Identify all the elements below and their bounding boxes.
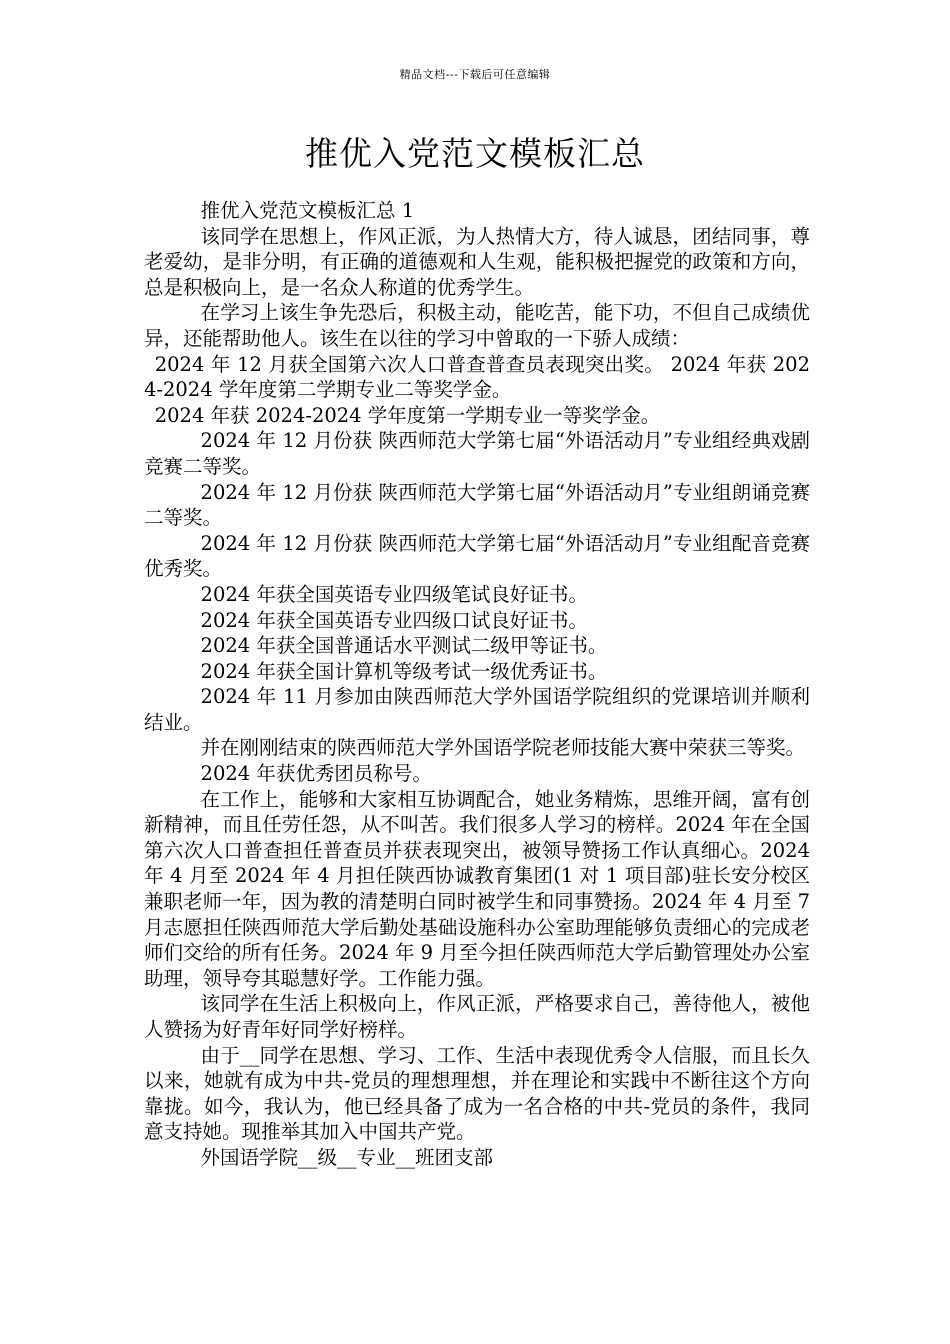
document-title: 推优入党范文模板汇总 [305, 134, 645, 173]
paragraph: 2024 年获 2024-2024 学年度第一学期专业一等奖学金。 [154, 403, 661, 427]
paragraph: 2024 年 11 月参加由陕西师范大学外国语学院组织的党课培训并顺利结业。 [144, 685, 810, 734]
paragraph: 2024 年 12 月获全国第六次人口普查普查员表现突出奖。 2024 年获 2024-2024 学年度第二学期专业二等奖学金。 [144, 352, 810, 402]
header-note: 精品文档---下载后可任意编辑 [399, 68, 551, 81]
paragraph: 推优入党范文模板汇总 1 [200, 199, 415, 222]
document-body [144, 198, 810, 1171]
paragraph: 2024 年 12 月份获 陕西师范大学第七届“外语活动月”专业组朗诵竞赛二等奖。 [144, 480, 810, 530]
paragraph: 2024 年获全国英语专业四级笔试良好证书。 [200, 582, 588, 606]
paragraph: 2024 年获优秀团员称号。 [200, 762, 432, 786]
paragraph: 2024 年获全国普通话水平测试二级甲等证书。 [200, 634, 608, 658]
paragraph: 由于__同学在思想、学习、工作、生活中表现优秀令人信服，而且长久以来，她就有成为中共-党员的理想理想，并在理论和实践中不断往这个方向靠拢。如今，我认为，他已经具备了成为一名合格的中共-党员的条件，我同意支持她。现推举其加入中国共产党。 [144, 1043, 810, 1144]
paragraph: 该同学在思想上，作风正派，为人热情大方，待人诚恳，团结同事，尊老爱幼，是非分明，有正确的道德观和人生观，能积极把握党的政策和方向，总是积极向上，是一名众人称道的优秀学生。 [144, 224, 810, 299]
paragraph: 2024 年获全国计算机等级考试一级优秀证书。 [200, 659, 608, 683]
paragraph: 2024 年 12 月份获 陕西师范大学第七届“外语活动月”专业组配音竞赛优秀奖。 [144, 531, 810, 581]
paragraph: 2024 年获全国英语专业四级口试良好证书。 [200, 608, 588, 632]
paragraph: 外国语学院__级__专业__班团支部 [200, 1145, 494, 1169]
paragraph: 并在刚刚结束的陕西师范大学外国语学院老师技能大赛中荣获三等奖。 [200, 736, 806, 760]
paragraph: 该同学在生活上积极向上，作风正派，严格要求自己，善待他人，被他人赞扬为好青年好同学好榜样。 [144, 992, 810, 1041]
paragraph: 2024 年 12 月份获 陕西师范大学第七届“外语活动月”专业组经典戏剧竞赛二等奖。 [144, 429, 810, 478]
paragraph: 在学习上该生争先恐后，积极主动，能吃苦，能下功，不但自己成绩优异，还能帮助他人。该生在以往的学习中曾取的一下骄人成绩： [144, 301, 810, 350]
paragraph: 在工作上，能够和大家相互协调配合，她业务精炼，思维开阔，富有创新精神，而且任劳任怨，从不叫苦。我们很多人学习的榜样。2024 年在全国第六次人口普查担任普查员并获表现突出，被领导赞扬工作认真细心。2024 年 4 月至 2024 年 4 月担任陕西协诚教育集团(1 对 1 项目部)驻长安分校区兼职老师一年，因为教的清楚明白同时被学生和同事赞扬。2024 年 4 月至 7 月志愿担任陕西师范大学后勤处基础设施科办公室助理能够负责细心的完成老师们交给的所有任务。2024 年 9 月至今担任陕西师范大学后勤管理处办公室助理，领导夸其聪慧好学。工作能力强。 [144, 787, 810, 990]
